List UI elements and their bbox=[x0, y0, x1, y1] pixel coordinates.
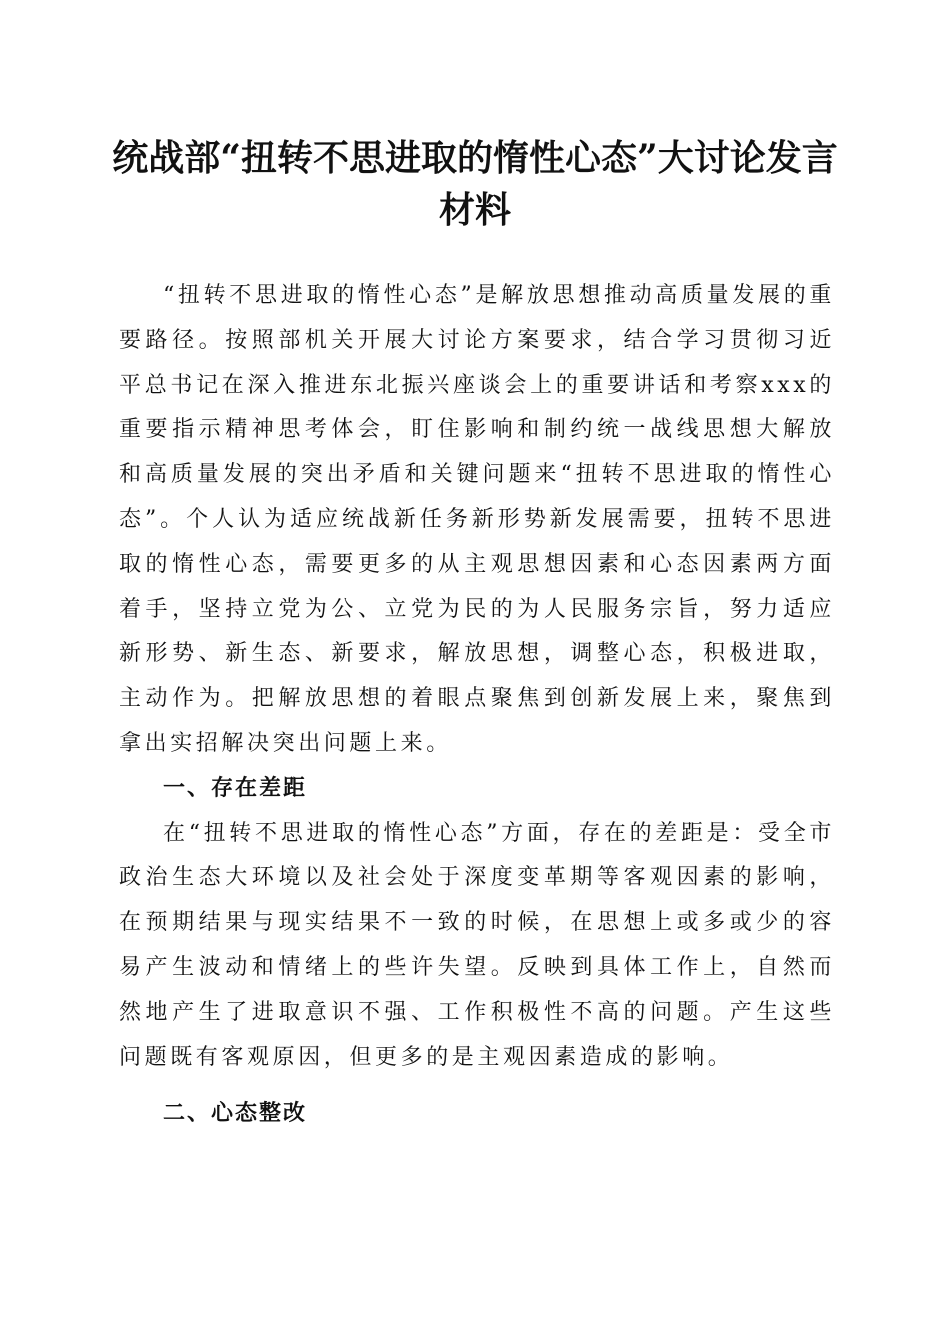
section-heading-gap: 一、存在差距 bbox=[163, 775, 308, 801]
document-title: 统战部“扭转不思进取的惰性心态”大讨论发言材料 bbox=[112, 137, 838, 231]
document-body bbox=[119, 274, 835, 1137]
section-paragraph-gap: 在“扭转不思进取的惰性心态”方面，存在的差距是：受全市政治生态大环境以及社会处于深度变革期等客观因素的影响，在预期结果与现实结果不一致的时候，在思想上或多或少的容易产生波动和情绪上的些许失望。反映到具体工作上，自然而然地产生了进取意识不强、工作积极性不高的问题。产生这些问题既有客观原因，但更多的是主观因素造成的影响。 bbox=[119, 820, 835, 1070]
section-heading-rectification: 二、心态整改 bbox=[163, 1101, 308, 1127]
intro-paragraph: “扭转不思进取的惰性心态”是解放思想推动高质量发展的重要路径。按照部机关开展大讨论方案要求，结合学习贯彻习近平总书记在深入推进东北振兴座谈会上的重要讲话和考察xxx的重要指示精神思考体会，盯住影响和制约统一战线思想大解放和高质量发展的突出矛盾和关键问题来“扭转不思进取的惰性心态”。个人认为适应统战新任务新形势新发展需要，扭转不思进取的惰性心态，需要更多的从主观思想因素和心态因素两方面着手，坚持立党为公、立党为民的为人民服务宗旨，努力适应新形势、新生态、新要求，解放思想，调整心态，积极进取，主动作为。把解放思想的着眼点聚焦到创新发展上来，聚焦到拿出实招解决突出问题上来。 bbox=[119, 283, 835, 756]
